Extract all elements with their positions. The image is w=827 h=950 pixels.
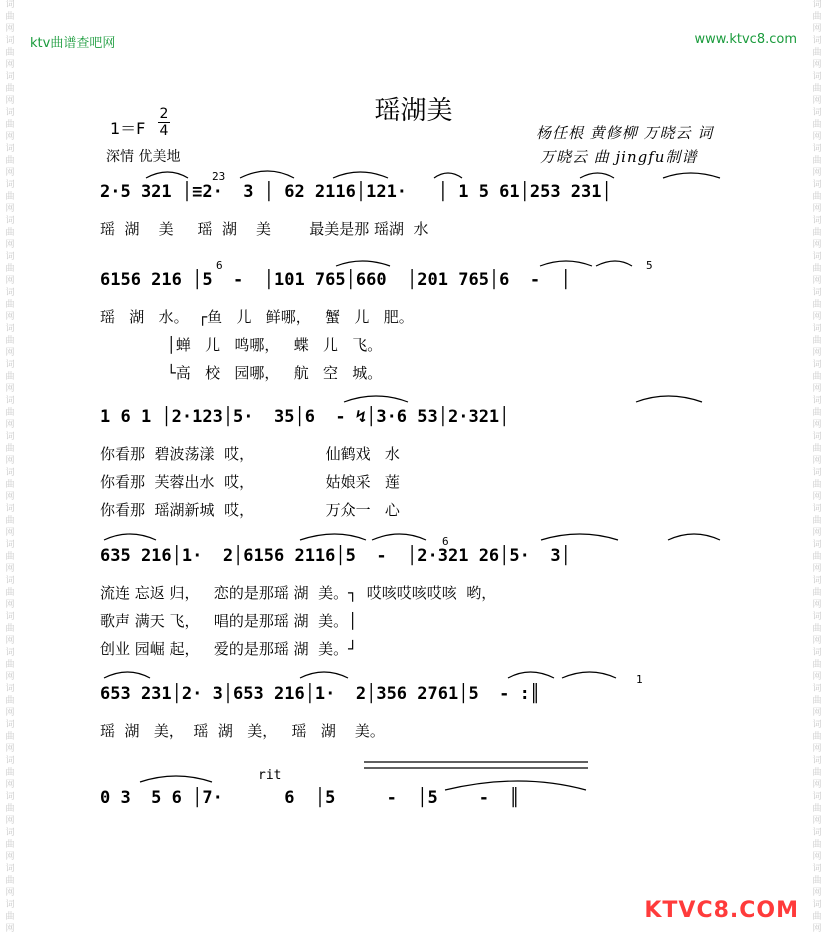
song-title: 瑶湖美 bbox=[374, 96, 453, 126]
watermark-char: 曲 bbox=[812, 12, 822, 22]
watermark-char: 曲 bbox=[812, 408, 822, 418]
watermark-char: 词 bbox=[5, 288, 15, 298]
watermark-char: 词 bbox=[5, 72, 15, 82]
watermark-char: 网 bbox=[5, 24, 15, 34]
watermark-char: 网 bbox=[812, 24, 822, 34]
watermark-char: 网 bbox=[5, 204, 15, 214]
watermark-char: 网 bbox=[5, 348, 15, 358]
slur-arc bbox=[580, 173, 614, 178]
watermark-char: 网 bbox=[5, 168, 15, 178]
watermark-char: 网 bbox=[812, 600, 822, 610]
watermark-char: 网 bbox=[5, 708, 15, 718]
watermark-char: 词 bbox=[812, 540, 822, 550]
notation-line-6: 0 3 5 6 │7· 6 │5 - │5 - ║ bbox=[100, 788, 520, 808]
slur-arc bbox=[596, 261, 632, 266]
watermark-char: 词 bbox=[812, 612, 822, 622]
watermark-char: 网 bbox=[812, 60, 822, 70]
watermark-char: 曲 bbox=[5, 660, 15, 670]
watermark-char: 曲 bbox=[5, 372, 15, 382]
watermark-char: 曲 bbox=[812, 516, 822, 526]
watermark-char: 曲 bbox=[812, 192, 822, 202]
watermark-char: 曲 bbox=[812, 156, 822, 166]
watermark-char: 词 bbox=[5, 360, 15, 370]
watermark-char: 网 bbox=[812, 240, 822, 250]
slur-arc bbox=[344, 396, 408, 402]
lyrics-line-2c: └高 校 园哪， 航 空 城。 bbox=[100, 364, 383, 382]
slur-arc bbox=[333, 172, 388, 178]
watermark-char: 网 bbox=[5, 636, 15, 646]
watermark-char: 网 bbox=[5, 528, 15, 538]
watermark-char: 网 bbox=[812, 204, 822, 214]
watermark-char: 网 bbox=[812, 132, 822, 142]
slur-arc bbox=[541, 534, 618, 540]
watermark-char: 曲 bbox=[812, 264, 822, 274]
site-url-right[interactable]: www.ktvc8.com bbox=[694, 32, 797, 47]
watermark-char: 词 bbox=[812, 180, 822, 190]
watermark-char: 曲 bbox=[5, 552, 15, 562]
watermark-char: 词 bbox=[5, 216, 15, 226]
watermark-char: 词 bbox=[5, 864, 15, 874]
notation-line-5: 653 231│2· 3│653 216│1· 2│356 2761│5 - :║ bbox=[100, 684, 541, 704]
watermark-char: 词 bbox=[5, 324, 15, 334]
slur-arc bbox=[300, 672, 348, 678]
watermark-char: 网 bbox=[812, 312, 822, 322]
watermark-char: 曲 bbox=[5, 516, 15, 526]
watermark-char: 网 bbox=[5, 564, 15, 574]
watermark-char: 词 bbox=[812, 468, 822, 478]
lyrics-line-3a: 你看那 碧波荡漾 哎， 仙鹤戏 水 bbox=[100, 445, 400, 463]
watermark-char: 词 bbox=[812, 648, 822, 658]
watermark-char: 曲 bbox=[812, 624, 822, 634]
watermark-char: 词 bbox=[5, 540, 15, 550]
watermark-char: 词 bbox=[5, 684, 15, 694]
composer-credit: 万晓云 曲 jingfu制谱 bbox=[540, 148, 698, 166]
lyrics-line-4c: 创业 园崛 起， 爱的是那瑶 湖 美。┘ bbox=[100, 640, 358, 658]
watermark-char: 曲 bbox=[5, 300, 15, 310]
watermark-char: 词 bbox=[812, 36, 822, 46]
watermark-char: 词 bbox=[812, 864, 822, 874]
tempo-mood: 深情 优美地 bbox=[106, 149, 181, 165]
watermark-char: 网 bbox=[812, 852, 822, 862]
watermark-char: 曲 bbox=[5, 804, 15, 814]
watermark-char: 网 bbox=[5, 852, 15, 862]
slur-arc bbox=[372, 534, 426, 540]
slur-arc bbox=[434, 173, 462, 178]
watermark-char: 词 bbox=[5, 720, 15, 730]
watermark-char: 词 bbox=[5, 792, 15, 802]
watermark-char: 网 bbox=[812, 888, 822, 898]
watermark-char: 曲 bbox=[5, 876, 15, 886]
lyricist-credit: 杨任根 黄修柳 万晓云 词 bbox=[536, 124, 714, 142]
notation-line-2: 6156 216 │5 - │101 765│660 │201 765│6 - │ bbox=[100, 270, 571, 290]
slur-arc bbox=[104, 534, 156, 540]
watermark-char: 词 bbox=[812, 72, 822, 82]
slur-arc bbox=[636, 396, 702, 402]
watermark-char: 词 bbox=[5, 144, 15, 154]
watermark-char: 网 bbox=[812, 384, 822, 394]
watermark-char: 词 bbox=[812, 288, 822, 298]
watermark-char: 曲 bbox=[5, 444, 15, 454]
watermark-char: 词 bbox=[812, 900, 822, 910]
watermark-char: 词 bbox=[5, 252, 15, 262]
watermark-char: 曲 bbox=[5, 12, 15, 22]
watermark-char: 曲 bbox=[5, 768, 15, 778]
watermark-char: 词 bbox=[5, 396, 15, 406]
lyrics-line-5: 瑶 湖 美， 瑶 湖 美， 瑶 湖 美。 bbox=[100, 722, 385, 740]
watermark-char: 网 bbox=[812, 564, 822, 574]
slur-arc bbox=[663, 173, 720, 178]
watermark-char: 曲 bbox=[812, 48, 822, 58]
watermark-char: 网 bbox=[812, 456, 822, 466]
watermark-char: 词 bbox=[5, 432, 15, 442]
watermark-char: 词 bbox=[812, 684, 822, 694]
lyrics-line-1: 瑶 湖 美 瑶 湖 美 最美是那 瑶湖 水 bbox=[100, 220, 429, 238]
watermark-char: 词 bbox=[812, 756, 822, 766]
watermark-char: 网 bbox=[5, 60, 15, 70]
watermark-char: 网 bbox=[812, 348, 822, 358]
watermark-char: 网 bbox=[5, 600, 15, 610]
lyrics-line-3c: 你看那 瑶湖新城 哎， 万众一 心 bbox=[100, 501, 400, 519]
watermark-char: 词 bbox=[812, 360, 822, 370]
grace-note-mark: 6 bbox=[216, 259, 223, 272]
watermark-char: 词 bbox=[5, 900, 15, 910]
watermark-char: 词 bbox=[5, 468, 15, 478]
watermark-char: 网 bbox=[812, 528, 822, 538]
watermark-char: 词 bbox=[812, 144, 822, 154]
watermark-char: 词 bbox=[812, 792, 822, 802]
watermark-char: 网 bbox=[5, 456, 15, 466]
watermark-char: 网 bbox=[5, 816, 15, 826]
watermark-char: 网 bbox=[5, 276, 15, 286]
watermark-char: 曲 bbox=[812, 480, 822, 490]
watermark-char: 网 bbox=[5, 888, 15, 898]
notation-line-4: 635 216│1· 2│6156 2116│5 - │2·321 26│5· 3│ bbox=[100, 546, 571, 566]
watermark-char: 网 bbox=[5, 924, 15, 934]
watermark-char: 网 bbox=[5, 780, 15, 790]
watermark-char: 曲 bbox=[5, 120, 15, 130]
watermark-char: 曲 bbox=[812, 804, 822, 814]
watermark-char: 网 bbox=[5, 420, 15, 430]
watermark-char: 词 bbox=[812, 324, 822, 334]
watermark-char: 曲 bbox=[5, 840, 15, 850]
watermark-char: 词 bbox=[5, 0, 15, 10]
slur-arc bbox=[140, 776, 212, 782]
meter-top: 2 bbox=[159, 106, 169, 122]
watermark-char: 网 bbox=[812, 708, 822, 718]
watermark-char: 曲 bbox=[5, 732, 15, 742]
slur-arc bbox=[668, 534, 720, 540]
watermark-char: 词 bbox=[812, 576, 822, 586]
lyrics-line-2a: 瑶 湖 水。 ┌鱼 儿 鲜哪， 蟹 儿 肥。 bbox=[100, 308, 414, 326]
slur-arc bbox=[336, 261, 390, 266]
watermark-char: 曲 bbox=[5, 228, 15, 238]
watermark-char: 曲 bbox=[812, 840, 822, 850]
grace-note-mark: 6 bbox=[442, 535, 449, 548]
watermark-char: 曲 bbox=[5, 336, 15, 346]
watermark-char: 曲 bbox=[5, 48, 15, 58]
watermark-char: 网 bbox=[812, 672, 822, 682]
watermark-char: 词 bbox=[812, 504, 822, 514]
watermark-char: 词 bbox=[812, 108, 822, 118]
watermark-char: 词 bbox=[812, 216, 822, 226]
watermark-char: 词 bbox=[5, 108, 15, 118]
lyrics-line-4a: 流连 忘返 归， 恋的是那瑶 湖 美。┐ 哎咳哎咳哎咳 哟， bbox=[100, 584, 497, 602]
watermark-char: 曲 bbox=[812, 552, 822, 562]
slur-arc bbox=[104, 672, 150, 678]
grace-note-mark: 23 bbox=[212, 170, 226, 183]
watermark-char: 词 bbox=[812, 252, 822, 262]
watermark-char: 曲 bbox=[812, 876, 822, 886]
lyrics-line-4b: 歌声 满天 飞， 唱的是那瑶 湖 美。│ bbox=[100, 612, 358, 630]
key-signature: 1＝F bbox=[110, 119, 146, 138]
watermark-char: 网 bbox=[5, 672, 15, 682]
watermark-char: 曲 bbox=[812, 444, 822, 454]
grace-note-mark: 5 bbox=[646, 259, 653, 272]
watermark-char: 曲 bbox=[812, 84, 822, 94]
watermark-char: 网 bbox=[812, 780, 822, 790]
watermark-char: 词 bbox=[5, 612, 15, 622]
watermark-char: 曲 bbox=[5, 696, 15, 706]
watermark-char: 曲 bbox=[5, 624, 15, 634]
watermark-char: 词 bbox=[5, 828, 15, 838]
watermark-char: 网 bbox=[812, 420, 822, 430]
watermark-char: 词 bbox=[5, 648, 15, 658]
slur-arc bbox=[146, 172, 188, 178]
watermark-char: 曲 bbox=[5, 84, 15, 94]
slur-arc bbox=[300, 534, 366, 540]
slur-arc bbox=[240, 171, 294, 178]
watermark-char: 曲 bbox=[5, 408, 15, 418]
watermark-char: 词 bbox=[812, 828, 822, 838]
watermark-char: 网 bbox=[5, 240, 15, 250]
watermark-char: 网 bbox=[5, 492, 15, 502]
watermark-char: 曲 bbox=[5, 264, 15, 274]
watermark-char: 曲 bbox=[812, 372, 822, 382]
watermark-char: 网 bbox=[812, 816, 822, 826]
watermark-char: 网 bbox=[812, 492, 822, 502]
slur-arc bbox=[540, 261, 592, 266]
slur-arc bbox=[508, 672, 554, 678]
watermark-char: 曲 bbox=[5, 588, 15, 598]
watermark-char: 曲 bbox=[812, 300, 822, 310]
watermark-char: 曲 bbox=[812, 336, 822, 346]
notation-line-3: 1 6 1 │2·123│5· 35│6 - ↯│3·6 53│2·321│ bbox=[100, 407, 510, 427]
watermark-char: 网 bbox=[812, 276, 822, 286]
meter-bottom: 4 bbox=[159, 123, 169, 139]
watermark-char: 曲 bbox=[812, 120, 822, 130]
watermark-char: 网 bbox=[812, 744, 822, 754]
watermark-char: 曲 bbox=[812, 912, 822, 922]
watermark-char: 曲 bbox=[5, 192, 15, 202]
watermark-char: 词 bbox=[5, 504, 15, 514]
watermark-char: 词 bbox=[812, 720, 822, 730]
watermark-char: 网 bbox=[812, 96, 822, 106]
watermark-char: 曲 bbox=[812, 696, 822, 706]
slur-arc bbox=[445, 781, 586, 790]
watermark-char: 网 bbox=[812, 168, 822, 178]
watermark-char: 网 bbox=[812, 924, 822, 934]
watermark-char: 词 bbox=[5, 576, 15, 586]
watermark-char: 词 bbox=[5, 180, 15, 190]
watermark-char: 网 bbox=[5, 132, 15, 142]
site-logo[interactable]: KTVC8.COM bbox=[644, 898, 799, 923]
watermark-char: 曲 bbox=[5, 480, 15, 490]
watermark-char: 词 bbox=[812, 396, 822, 406]
watermark-char: 词 bbox=[812, 432, 822, 442]
ritardando-mark: rit bbox=[258, 768, 282, 783]
watermark-char: 网 bbox=[812, 636, 822, 646]
watermark-char: 曲 bbox=[5, 912, 15, 922]
watermark-char: 网 bbox=[5, 384, 15, 394]
watermark-char: 网 bbox=[5, 744, 15, 754]
watermark-char: 网 bbox=[5, 96, 15, 106]
watermark-char: 曲 bbox=[812, 660, 822, 670]
watermark-char: 网 bbox=[5, 312, 15, 322]
watermark-char: 曲 bbox=[812, 228, 822, 238]
grace-note-mark: 1 bbox=[636, 673, 643, 686]
slur-arc bbox=[562, 672, 616, 678]
watermark-char: 词 bbox=[812, 0, 822, 10]
watermark-char: 曲 bbox=[5, 156, 15, 166]
site-name-left[interactable]: ktv曲谱查吧网 bbox=[30, 36, 116, 51]
watermark-char: 曲 bbox=[812, 768, 822, 778]
lyrics-line-2b: │蝉 儿 鸣哪， 蝶 儿 飞。 bbox=[100, 336, 383, 354]
lyrics-line-3b: 你看那 芙蓉出水 哎， 姑娘采 莲 bbox=[100, 473, 400, 491]
watermark-char: 词 bbox=[5, 36, 15, 46]
watermark-char: 曲 bbox=[812, 732, 822, 742]
notation-line-1: 2·5 321 │≡2· 3 │ 62 2116│121· │ 1 5 61│253 231│ bbox=[100, 182, 612, 202]
watermark-char: 词 bbox=[5, 756, 15, 766]
watermark-char: 曲 bbox=[812, 588, 822, 598]
